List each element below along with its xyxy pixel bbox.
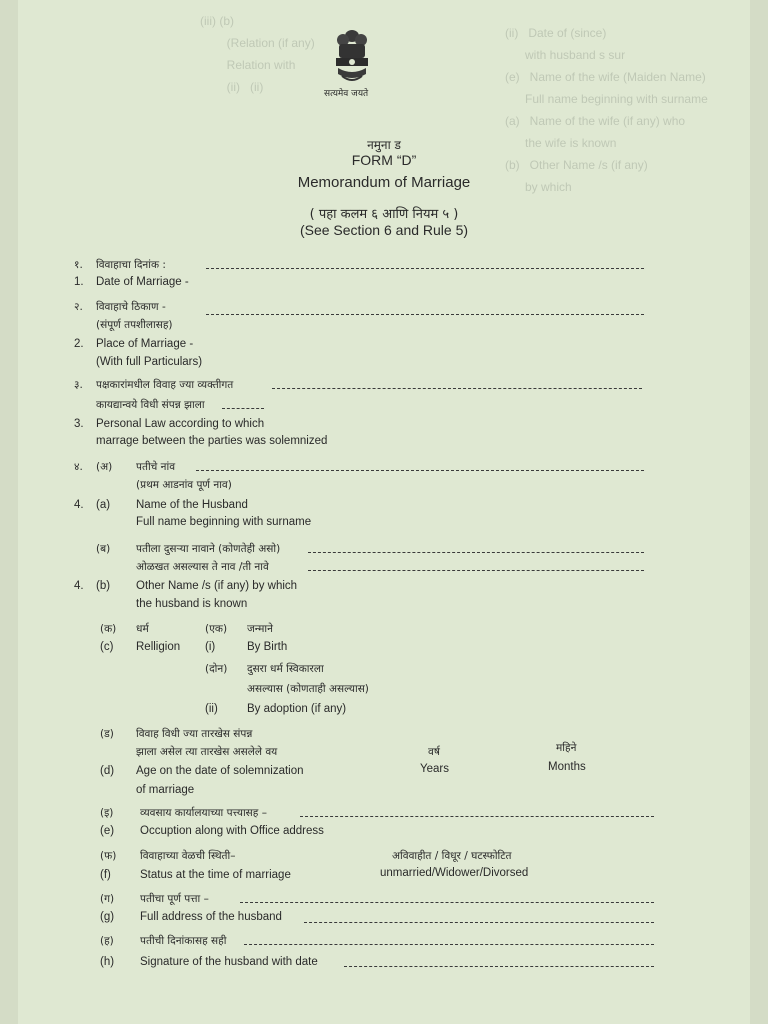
item-number: 1. [74, 276, 84, 288]
label-marital-status-marathi: विवाहाच्या वेळची स्थिती– [140, 850, 236, 862]
item-letter: (c) [100, 641, 114, 653]
item-letter: (d) [100, 765, 115, 777]
item-letter: (h) [100, 956, 115, 968]
label-age-marathi-2: झाला असेल त्या तारखेस असलेले वय [136, 746, 278, 758]
item-letter: (i) [205, 641, 216, 653]
emblem-motto: सत्यमेव जयते [324, 89, 369, 99]
label-husband-name-sub: Full name beginning with surname [136, 516, 312, 528]
marital-status-options-marathi: अविवाहीत / विधूर / घटस्फोटित [392, 850, 512, 862]
personal-law-field-2[interactable] [222, 408, 264, 409]
label-occupation: Occuption along with Office address [140, 825, 324, 837]
item-letter: (फ) [100, 850, 117, 862]
bleed-through-text: (ii) Date of (since) with husband s sur (e) Name of the wife (Maiden Name) Full name beginning with surname (a) Name of the wife (if any) who the wife is known (b) Other Name /s (if any) by which [505, 26, 708, 194]
label-marriage-date-marathi: विवाहाचा दिनांक : [96, 259, 166, 271]
label-by-adoption-marathi: दुसरा धर्म स्विकारला [247, 663, 324, 675]
label-marriage-date: Date of Marriage - [96, 276, 189, 288]
item-letter: (ग) [100, 893, 115, 905]
other-name-field[interactable] [308, 552, 644, 553]
item-letter: (ii) [205, 703, 218, 715]
label-personal-law: Personal Law according to which [96, 418, 265, 430]
section-reference-marathi: ( पहा कलम ६ आणि नियम ५ ) [309, 207, 459, 222]
item-letter: (g) [100, 911, 115, 923]
husband-name-field[interactable] [196, 470, 644, 471]
label-other-name-2: the husband is known [136, 598, 248, 610]
label-months: Months [548, 761, 586, 773]
label-by-adoption: By adoption (if any) [247, 703, 347, 715]
item-number: १. [74, 259, 83, 271]
item-number: २. [74, 301, 83, 313]
label-husband-name-sub-marathi: (प्रथम आडनांव पूर्ण नाव) [136, 479, 232, 491]
label-years-marathi: वर्ष [428, 746, 440, 758]
label-marital-status: Status at the time of marriage [140, 869, 291, 881]
item-letter: (a) [96, 499, 111, 511]
label-marriage-place-sub: (With full Particulars) [96, 356, 203, 368]
item-number: 4. [74, 580, 84, 592]
marital-status-options: unmarried/Widower/Divorsed [380, 867, 529, 879]
label-marriage-place-marathi: विवाहाचे ठिकाण - [96, 301, 166, 313]
label-age-2: of marriage [136, 784, 195, 796]
label-religion-marathi: धर्म [136, 623, 149, 635]
label-by-birth: By Birth [247, 641, 288, 653]
item-letter: (ड) [100, 728, 114, 740]
label-by-birth-marathi: जन्माने [247, 623, 273, 635]
item-letter: (f) [100, 869, 111, 881]
label-marriage-place-sub-marathi: (संपूर्ण तपशीलासह) [96, 319, 173, 331]
bleed-through-text-2: (iii) (b) (Relation (if any) Relation with (ii) (ii) [200, 14, 315, 94]
item-letter: (ब) [96, 543, 111, 555]
item-letter: (इ) [100, 807, 114, 819]
label-months-marathi: महिने [556, 742, 577, 754]
item-letter: (ह) [100, 935, 114, 947]
label-other-name-marathi-2: ओळखत असल्यास ते नाव /ती नावे [136, 561, 269, 573]
occupation-field[interactable] [300, 816, 654, 817]
label-personal-law-2: marrage between the parties was solemnized [96, 435, 328, 447]
label-religion: Relligion [136, 641, 181, 653]
form-title: Memorandum of Marriage [297, 174, 471, 191]
form-number: FORM “D” [351, 152, 417, 168]
item-letter: (b) [96, 580, 111, 592]
label-other-name-marathi: पतीला दुसऱ्या नावाने (कोणतेही असो) [136, 543, 281, 555]
item-number: 4. [74, 499, 84, 511]
label-husband-name: Name of the Husband [136, 499, 248, 511]
label-husband-address-marathi: पतीचा पूर्ण पत्ता – [140, 893, 209, 905]
label-husband-signature-marathi: पतीची दिनांकासह सही [140, 935, 227, 947]
label-personal-law-marathi-2: कायद्यान्वये विधी संपन्न झाला [96, 399, 205, 411]
label-other-name: Other Name /s (if any) by which [136, 580, 298, 592]
label-years: Years [420, 763, 449, 775]
other-name-field-2[interactable] [308, 570, 644, 571]
personal-law-field[interactable] [272, 388, 642, 389]
husband-address-field-2[interactable] [304, 922, 654, 923]
form-number-marathi: नमुना ड [367, 138, 401, 152]
item-letter: (दोन) [205, 663, 228, 675]
husband-address-field[interactable] [240, 902, 654, 903]
item-number: ४. [74, 461, 83, 473]
label-occupation-marathi: व्यवसाय कार्यालयाच्या पत्त्यासह – [140, 807, 267, 819]
label-age-marathi: विवाह विधी ज्या तारखेस संपन्न [136, 728, 253, 740]
label-personal-law-marathi: पक्षकारांमधील विवाह ज्या व्यक्तीगत [96, 379, 234, 391]
item-letter: (क) [100, 623, 117, 635]
item-number: 2. [74, 338, 84, 350]
item-letter: (एक) [205, 623, 228, 635]
husband-signature-field-2[interactable] [344, 966, 654, 967]
label-husband-name-marathi: पतीचे नांव [136, 461, 176, 473]
marriage-date-field[interactable] [206, 268, 644, 269]
label-husband-signature: Signature of the husband with date [140, 956, 318, 968]
section-reference: (See Section 6 and Rule 5) [299, 222, 469, 238]
husband-signature-field[interactable] [244, 944, 654, 945]
label-marriage-place: Place of Marriage - [96, 338, 194, 350]
label-age: Age on the date of solemnization [136, 765, 304, 777]
marriage-place-field[interactable] [206, 314, 644, 315]
label-husband-address: Full address of the husband [140, 911, 282, 923]
national-emblem-icon [332, 28, 372, 86]
item-number: 3. [74, 418, 84, 430]
item-letter: (e) [100, 825, 115, 837]
label-by-adoption-marathi-2: असल्यास (कोणताही असल्यास) [247, 683, 369, 695]
item-number: ३. [74, 379, 83, 391]
item-letter: (अ) [96, 461, 113, 473]
